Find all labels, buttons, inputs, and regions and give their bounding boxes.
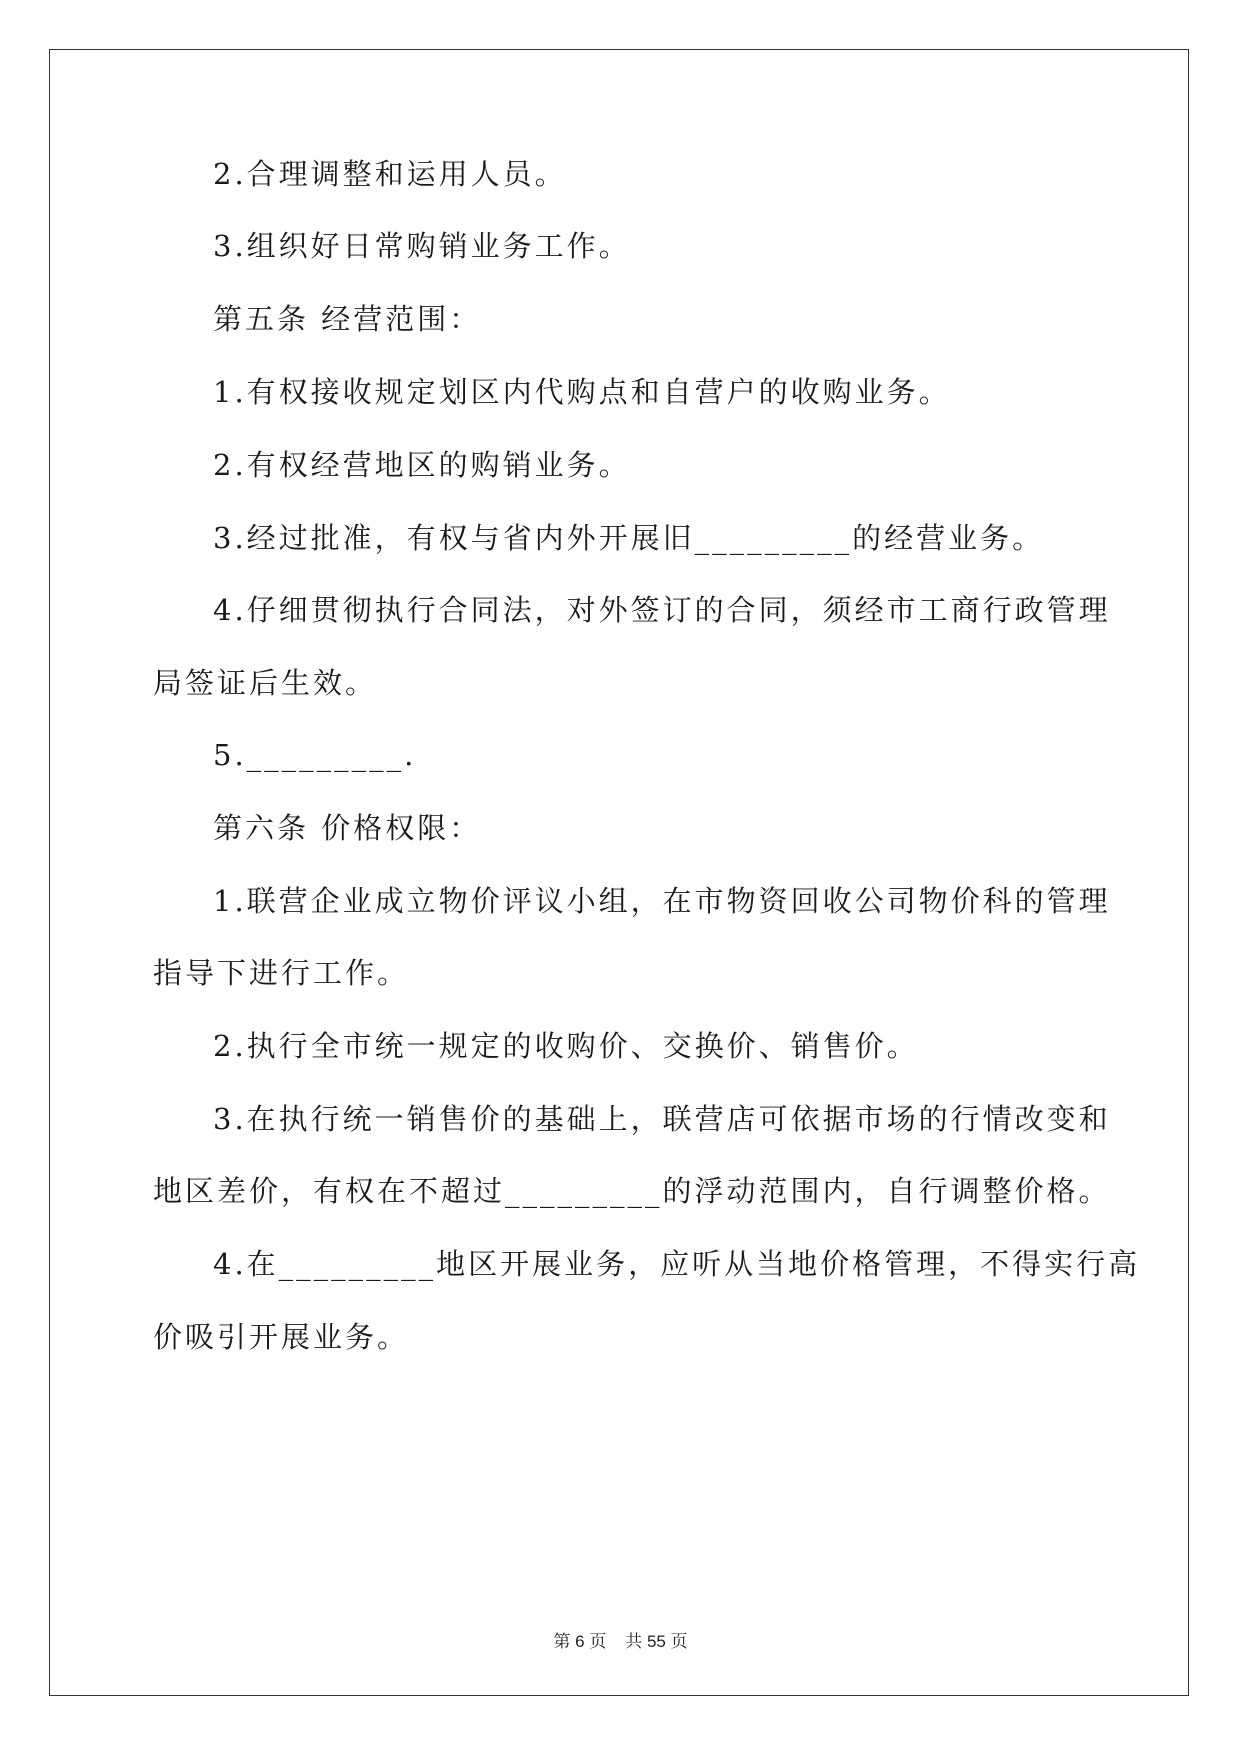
section-heading: 第五条 经营范围： xyxy=(213,302,482,336)
text-line: 局签证后生效。 xyxy=(153,666,378,700)
text-line: 2.有权经营地区的购销业务。 xyxy=(213,448,631,482)
page-border xyxy=(49,49,1189,1696)
text-line: 2.合理调整和运用人员。 xyxy=(213,157,567,191)
text-line: 1.联营企业成立物价评议小组，在市物资回收公司物价科的管理 xyxy=(213,884,1111,918)
text-line: 地区差价，有权在不超过_________的浮动范围内，自行调整价格。 xyxy=(153,1174,1111,1208)
text-line: 指导下进行工作。 xyxy=(153,956,410,990)
text-line: 5._________. xyxy=(213,738,417,772)
text-line: 4.仔细贯彻执行合同法，对外签订的合同，须经市工商行政管理 xyxy=(213,593,1111,627)
text-line: 3.在执行统一销售价的基础上，联营店可依据市场的行情改变和 xyxy=(213,1102,1111,1136)
text-line: 4.在_________地区开展业务，应听从当地价格管理，不得实行高 xyxy=(213,1247,1141,1281)
text-line: 2.执行全市统一规定的收购价、交换价、销售价。 xyxy=(213,1029,919,1063)
text-line: 3.组织好日常购销业务工作。 xyxy=(213,229,631,263)
text-line: 1.有权接收规定划区内代购点和自营户的收购业务。 xyxy=(213,375,951,409)
text-line: 价吸引开展业务。 xyxy=(153,1320,410,1354)
section-heading: 第六条 价格权限： xyxy=(213,811,482,845)
page-number-footer: 第 6 页 共 55 页 xyxy=(553,1632,688,1651)
text-line: 3.经过批准，有权与省内外开展旧_________的经营业务。 xyxy=(213,521,1045,555)
